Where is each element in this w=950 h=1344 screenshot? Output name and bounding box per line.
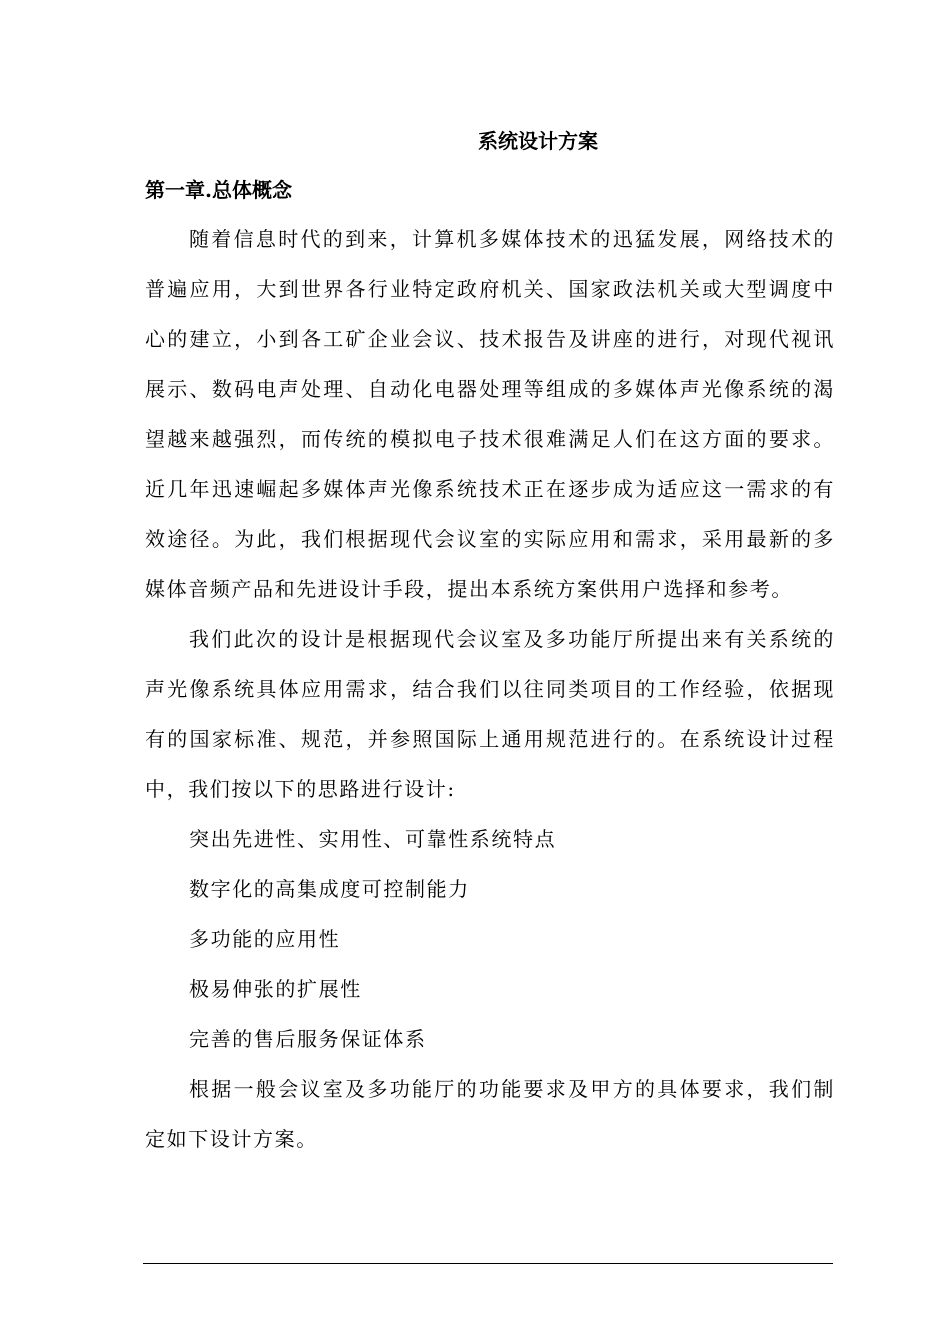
paragraph-design-basis: 我们此次的设计是根据现代会议室及多功能厅所提出来有关系统的声光像系统具体应用需求，结合我们以往同类项目的工作经验，依据现有的国家标准、规范，并参照国际上通用规范进行的。在系统设计过程中，我们按以下的思路进行设计: xyxy=(145,627,835,801)
list-item: 突出先进性、实用性、可靠性系统特点 xyxy=(189,827,557,851)
chapter-heading: 第一章.总体概念 xyxy=(145,178,292,202)
document-title: 系统设计方案 xyxy=(478,129,598,153)
list-item: 完善的售后服务保证体系 xyxy=(189,1027,427,1051)
footer-divider xyxy=(143,1263,833,1264)
list-item: 数字化的高集成度可控制能力 xyxy=(189,877,470,901)
list-item: 多功能的应用性 xyxy=(189,927,341,951)
paragraph-introduction: 随着信息时代的到来，计算机多媒体技术的迅猛发展，网络技术的普遍应用，大到世界各行业特定政府机关、国家政法机关或大型调度中心的建立，小到各工矿企业会议、技术报告及讲座的进行，对现代视讯展示、数码电声处理、自动化电器处理等组成的多媒体声光像系统的渴望越来越强烈，而传统的模拟电子技术很难满足人们在这方面的要求。近几年迅速崛起多媒体声光像系统技术正在逐步成为适应这一需求的有效途径。为此，我们根据现代会议室的实际应用和需求，采用最新的多媒体音频产品和先进设计手段，提出本系统方案供用户选择和参考。 xyxy=(145,227,835,601)
list-item: 极易伸张的扩展性 xyxy=(189,977,362,1001)
design-points-list xyxy=(189,814,556,1064)
paragraph-conclusion: 根据一般会议室及多功能厅的功能要求及甲方的具体要求，我们制定如下设计方案。 xyxy=(145,1077,835,1151)
